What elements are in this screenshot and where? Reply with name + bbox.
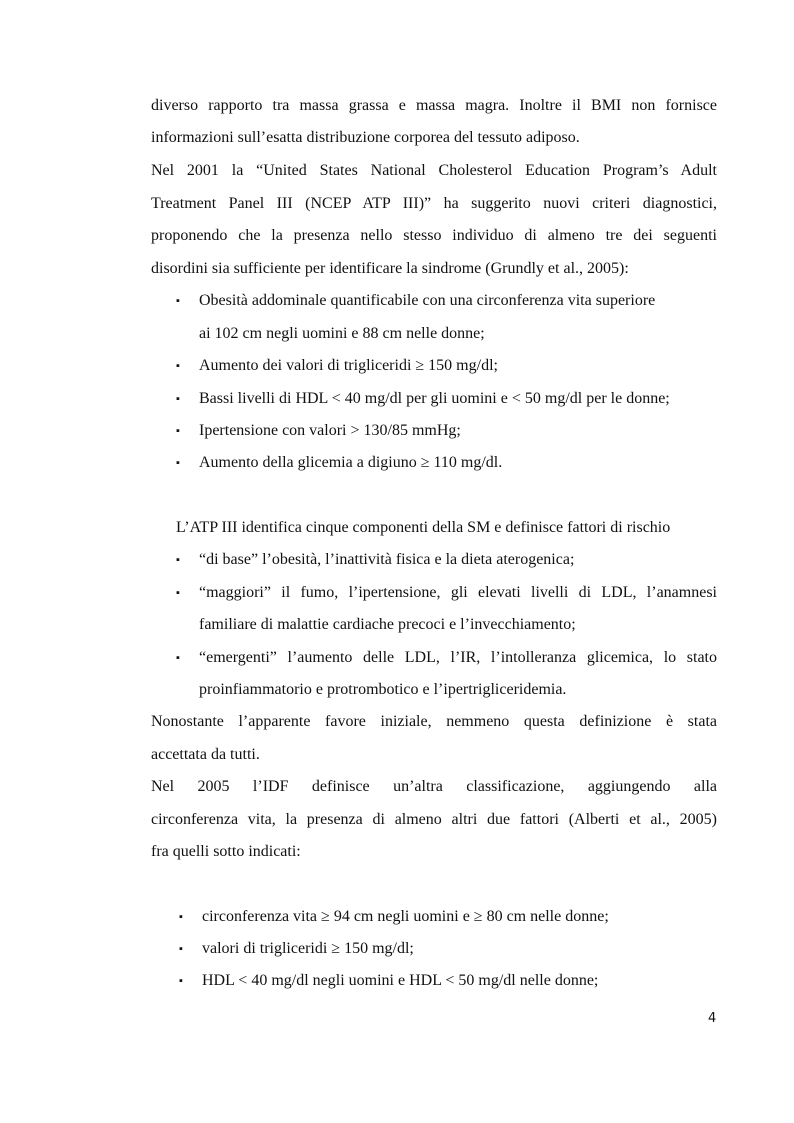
- paragraph-line: Nel 2001 la “United States National Cholesterol Education Program’s Adult: [151, 162, 717, 179]
- list-item: Ipertensione con valori > 130/85 mmHg;: [199, 422, 461, 439]
- list-bullet: ▪: [179, 911, 183, 923]
- paragraph-line: fra quelli sotto indicati:: [151, 843, 301, 860]
- list-item: Obesità addominale quantificabile con una circonferenza vita superiore: [199, 292, 656, 309]
- list-item: Bassi livelli di HDL < 40 mg/dl per gli uomini e < 50 mg/dl per le donne;: [199, 390, 670, 407]
- paragraph-line: Nel 2005 l’IDF definisce un’altra classificazione, aggiungendo alla: [151, 778, 717, 795]
- list-item: HDL < 40 mg/dl negli uomini e HDL < 50 mg/dl nelle donne;: [202, 972, 599, 989]
- list-bullet: ▪: [179, 975, 183, 987]
- list-item: “di base” l’obesità, l’inattività fisica e la dieta aterogenica;: [199, 551, 575, 568]
- paragraph-line: diverso rapporto tra massa grassa e massa magra. Inoltre il BMI non fornisce: [151, 97, 717, 114]
- paragraph-line: L’ATP III identifica cinque componenti della SM e definisce fattori di rischio: [176, 519, 671, 536]
- list-bullet: ▪: [176, 425, 180, 437]
- list-item: circonferenza vita ≥ 94 cm negli uomini e ≥ 80 cm nelle donne;: [202, 908, 609, 925]
- paragraph-line: informazioni sull’esatta distribuzione corporea del tessuto adiposo.: [151, 129, 580, 146]
- paragraph-line: Treatment Panel III (NCEP ATP III)” ha suggerito nuovi criteri diagnostici,: [151, 195, 717, 212]
- list-bullet: ▪: [176, 587, 180, 599]
- list-item: Aumento dei valori di trigliceridi ≥ 150 mg/dl;: [199, 357, 498, 374]
- list-item-continuation: ai 102 cm negli uomini e 88 cm nelle donne;: [199, 325, 485, 342]
- list-item-continuation: proinfiammatorio e protrombotico e l’ipertrigliceridemia.: [199, 681, 567, 698]
- paragraph-line: accettata da tutti.: [151, 746, 260, 763]
- list-bullet: ▪: [176, 652, 180, 664]
- paragraph-line: disordini sia sufficiente per identificare la sindrome (Grundly et al., 2005):: [151, 260, 629, 277]
- list-bullet: ▪: [179, 943, 183, 955]
- list-bullet: ▪: [176, 457, 180, 469]
- list-bullet: ▪: [176, 393, 180, 405]
- list-bullet: ▪: [176, 295, 180, 307]
- page-number: 4: [708, 1011, 717, 1026]
- paragraph-line: proponendo che la presenza nello stesso individuo di almeno tre dei seguenti: [151, 227, 717, 244]
- paragraph-line: Nonostante l’apparente favore iniziale, nemmeno questa definizione è stata: [151, 713, 717, 730]
- list-item-continuation: familiare di malattie cardiache precoci e l’invecchiamento;: [199, 616, 576, 633]
- list-item: “maggiori” il fumo, l’ipertensione, gli elevati livelli di LDL, l’anamnesi: [199, 584, 717, 601]
- list-item: Aumento della glicemia a digiuno ≥ 110 mg/dl.: [199, 454, 503, 471]
- list-item: “emergenti” l’aumento delle LDL, l’IR, l’intolleranza glicemica, lo stato: [199, 649, 717, 666]
- list-item: valori di trigliceridi ≥ 150 mg/dl;: [202, 940, 414, 957]
- paragraph-line: circonferenza vita, la presenza di almeno altri due fattori (Alberti et al., 2005): [151, 811, 717, 828]
- list-bullet: ▪: [176, 360, 180, 372]
- list-bullet: ▪: [176, 554, 180, 566]
